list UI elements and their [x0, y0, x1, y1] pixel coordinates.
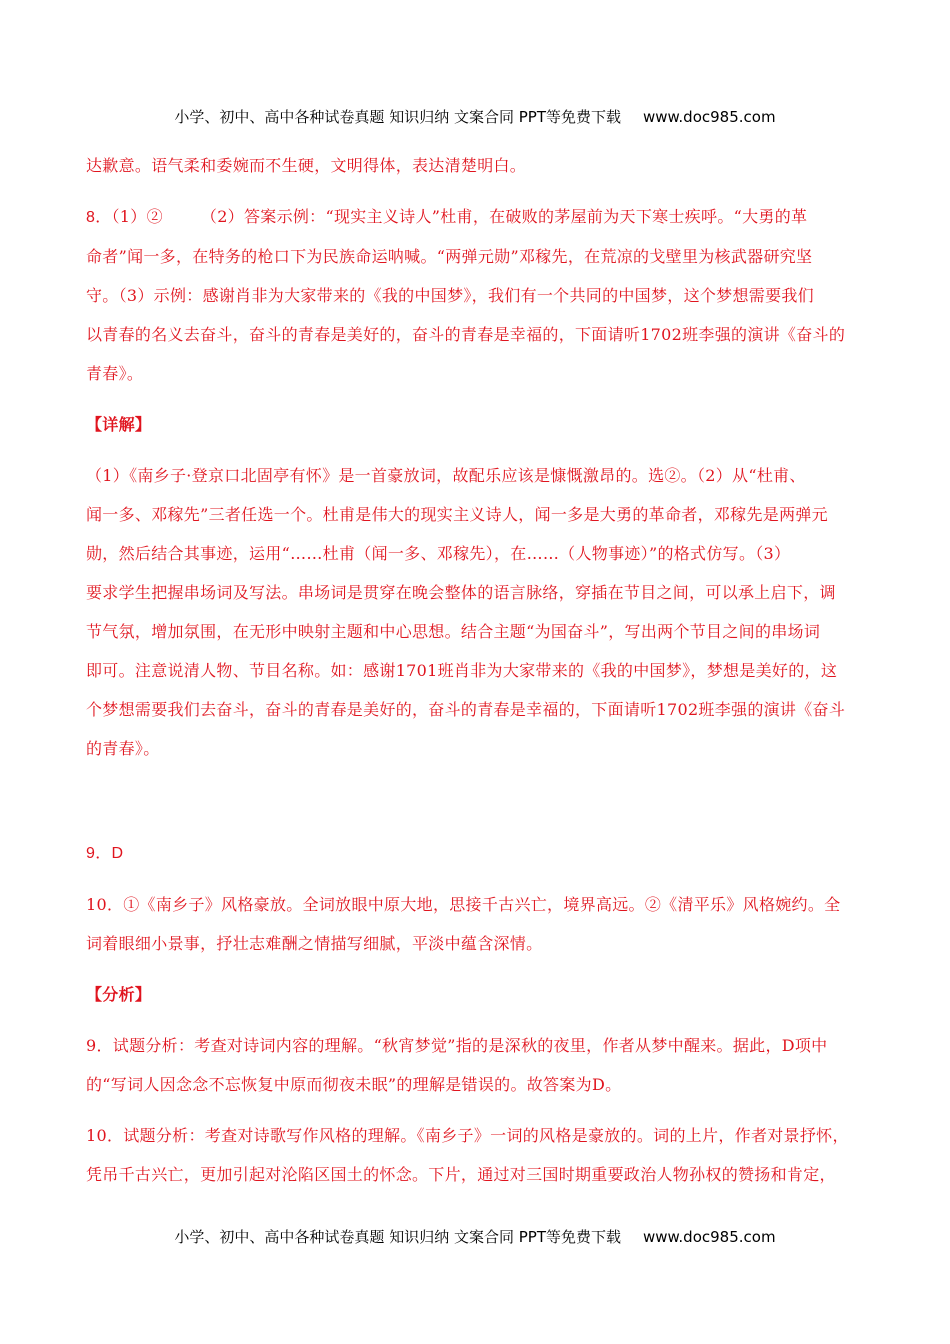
footer-text: 小学、初中、高中各种试卷真题 知识归纳 文案合同 PPT等免费下载 [174, 1228, 621, 1246]
q10-answer-line: 词着眼细小景事，抒壮志难酬之情描写细腻，平淡中蕴含深情。 [86, 934, 543, 953]
analysis-10-line: 10．试题分析：考查对诗歌写作风格的理解。《南乡子》一词的风格是豪放的。词的上片，作者对景抒怀， [86, 1126, 849, 1145]
q8-part2: （2）答案示例：“现实主义诗人”杜甫，在破败的茅屋前为天下寒士疾呼。“大勇的革 [200, 207, 808, 226]
header-text: 小学、初中、高中各种试卷真题 知识归纳 文案合同 PPT等免费下载 [174, 108, 621, 126]
analysis-heading: 【分析】 [86, 985, 152, 1004]
answer-content [86, 146, 864, 1194]
q10-answer-line: 10．①《南乡子》风格豪放。全词放眼中原大地，思接千古兴亡，境界高远。②《清平乐》风格婉约。全 [86, 895, 841, 914]
answer-line: 达歉意。语气柔和委婉而不生硬，文明得体，表达清楚明白。 [86, 156, 527, 175]
analysis-9-line: 9．试题分析：考查对诗词内容的理解。“秋宵梦觉”指的是深秋的夜里，作者从梦中醒来。据此，D项中 [86, 1036, 828, 1055]
detail-line: 勋，然后结合其事迹，运用“……杜甫（闻一多、邓稼先），在……（人物事迹）”的格式仿写。（3） [86, 544, 791, 563]
detail-line: 的青春》。 [86, 739, 160, 758]
detail-heading: 【详解】 [86, 415, 152, 434]
detail-line: 即可。注意说清人物、节目名称。如：感谢1701班肖非为大家带来的《我的中国梦》，梦想是美好的，这 [86, 661, 838, 680]
footer-site-link[interactable]: www.doc985.com [642, 1228, 776, 1246]
q8-number: 8． [86, 209, 112, 226]
detail-line: （1）《南乡子·登京口北固亭有怀》是一首豪放词，故配乐应该是慷慨激昂的。选②。（2）从“杜甫、 [86, 466, 806, 485]
q8-answer-line: 以青春的名义去奋斗，奋斗的青春是美好的，奋斗的青春是幸福的，下面请听1702班李强的演讲《奋斗的 [86, 325, 846, 344]
header-site-link[interactable]: www.doc985.com [642, 108, 776, 126]
q8-answer-line: 守。（3）示例：感谢肖非为大家带来的《我的中国梦》，我们有一个共同的中国梦，这个梦想需要我们 [86, 286, 814, 305]
detail-line: 节气氛，增加氛围，在无形中映射主题和中心思想。结合主题“为国奋斗”，写出两个节目之间的串场词 [86, 622, 821, 641]
q8-answer-line: 命者”闻一多，在特务的枪口下为民族命运呐喊。“两弹元勋”邓稼先，在荒凉的戈壁里为核武器研究坚 [86, 247, 813, 266]
page-footer [0, 1226, 950, 1247]
q8-part1: （1）② [111, 207, 163, 226]
q8-answer-line: 青春》。 [86, 364, 144, 383]
detail-line: 要求学生把握串场词及写法。串场词是贯穿在晚会整体的语言脉络，穿插在节目之间，可以承上启下，调 [86, 583, 836, 602]
page-header [0, 106, 950, 127]
analysis-9-line: 的“写词人因念念不忘恢复中原而彻夜未眠”的理解是错误的。故答案为D。 [86, 1075, 622, 1094]
analysis-10-line: 凭吊千古兴亡，更加引起对沦陷区国土的怀念。下片，通过对三国时期重要政治人物孙权的赞扬和肯定， [86, 1165, 836, 1184]
q9-answer: 9．D [86, 845, 124, 862]
detail-line: 个梦想需要我们去奋斗，奋斗的青春是美好的，奋斗的青春是幸福的，下面请听1702班李强的演讲《奋斗 [86, 700, 846, 719]
detail-line: 闻一多、邓稼先”三者任选一个。杜甫是伟大的现实主义诗人，闻一多是大勇的革命者，邓稼先是两弹元 [86, 505, 828, 524]
q8-answer-line [86, 197, 864, 237]
